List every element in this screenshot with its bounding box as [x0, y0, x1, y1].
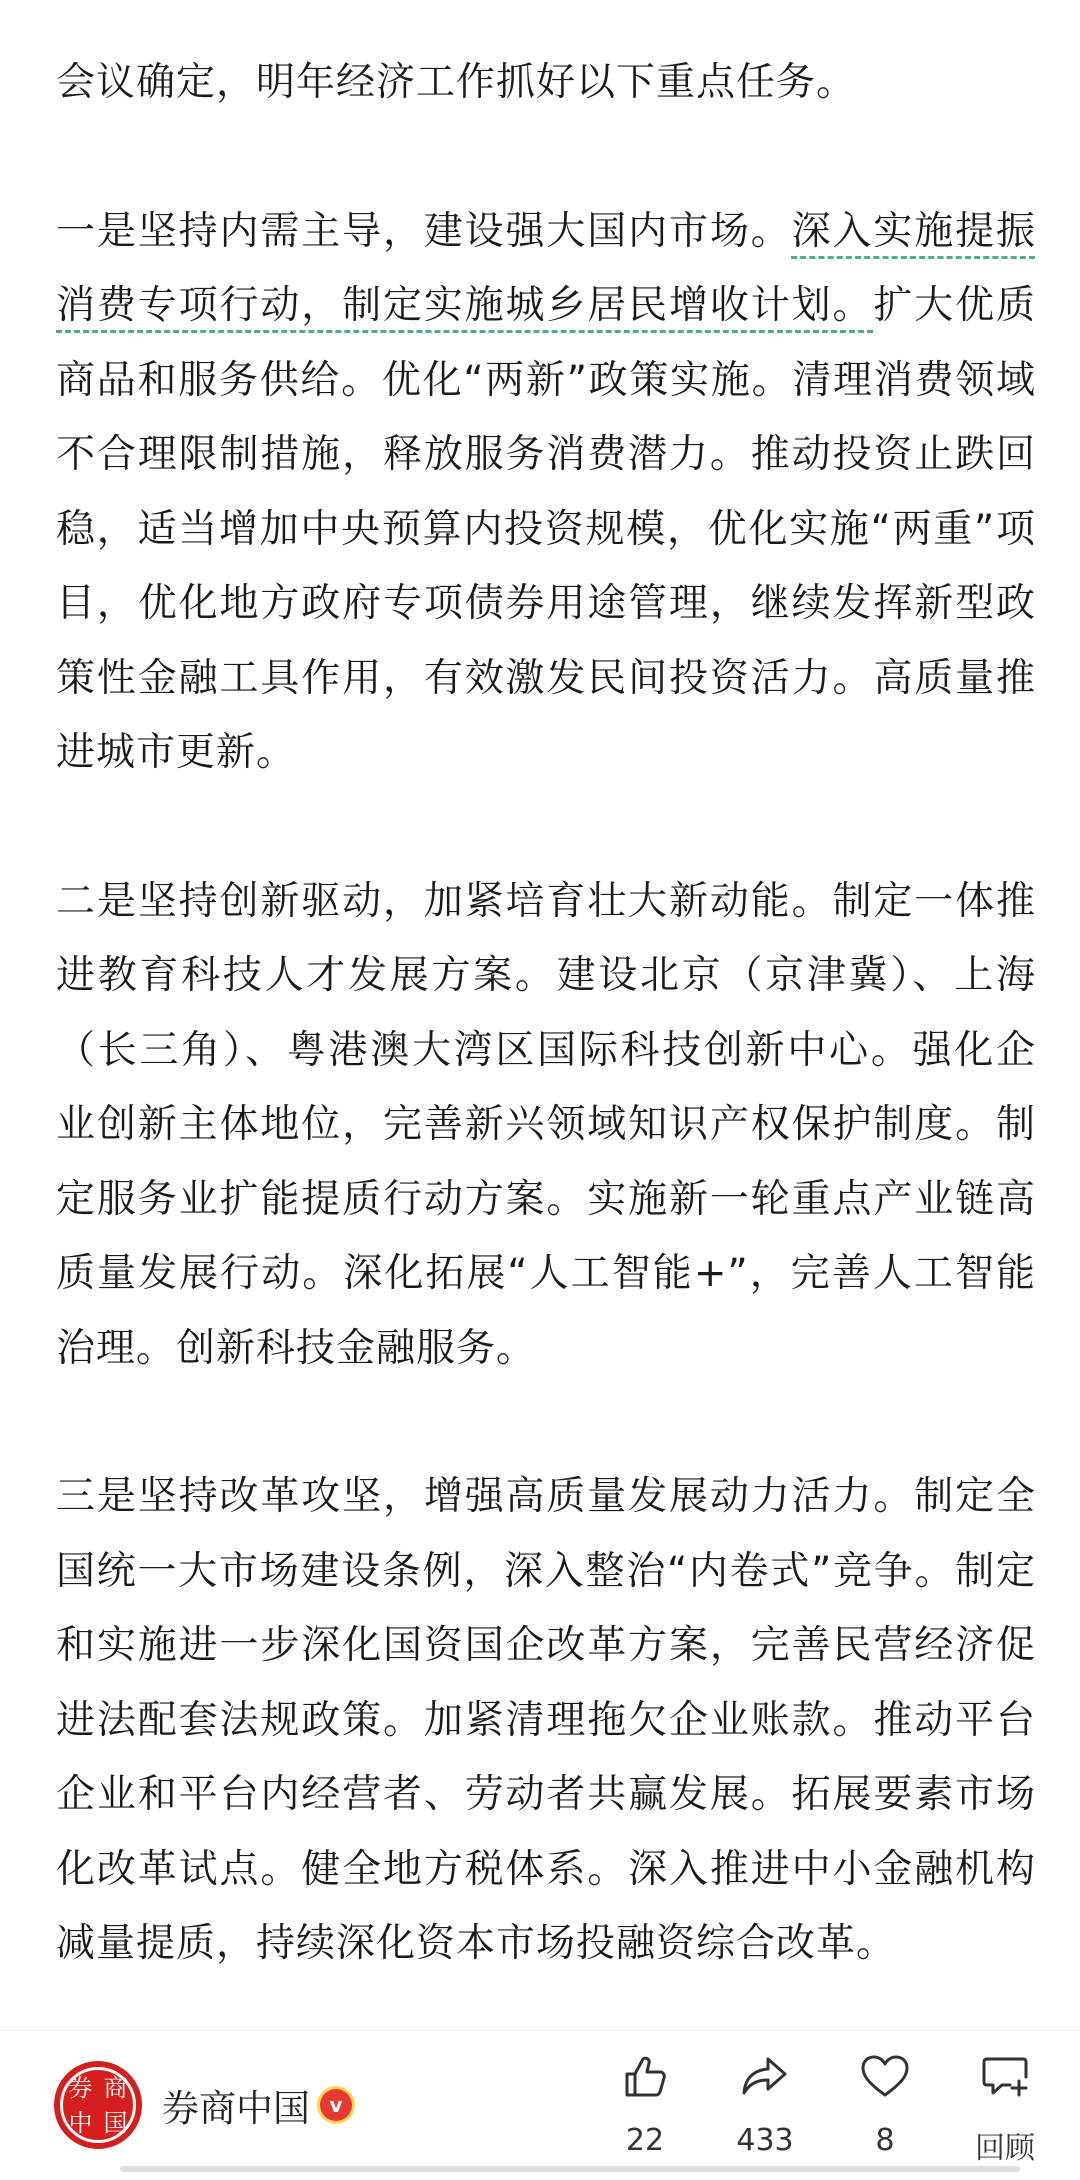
- author-name[interactable]: 券商中国: [162, 2087, 310, 2130]
- task-1-rest: 扩大优质商品和服务供给。优化“两新”政策实施。清理消费领域不合理限制措施，释放服务消费潜力。推动投资止跌回稳，适当增加中央预算内投资规模，优化实施“两重”项目，优化地方政府专项债券用途管理，继续发挥新型政策性金融工具作用，有效激发民间投资活力。高质量推进城市更新。: [56, 283, 1036, 775]
- bottom-scroll-strip: [120, 2166, 1020, 2172]
- bottom-action-bar: [0, 2030, 1080, 2180]
- thumbs-up-icon: [619, 2051, 671, 2103]
- avatar-char: 商: [103, 2073, 128, 2102]
- favorite-button[interactable]: [825, 2051, 945, 2167]
- avatar-char: 券: [68, 2073, 93, 2102]
- task-paragraph-2: 二是坚持创新驱动，加紧培育壮大新动能。制定一体推进教育科技人才发展方案。建设北京（京津冀）、上海（长三角）、粤港澳大湾区国际科技创新中心。强化企业创新主体地位，完善新兴领域知识产权保护制度。制定服务业扩能提质行动方案。实施新一轮重点产业链高质量发展行动。深化拓展“人工智能+”，完善人工智能治理。创新科技金融服务。: [56, 878, 1036, 1371]
- task-paragraph-3: 三是坚持改革攻坚，增强高质量发展动力活力。制定全国统一大市场建设条例，深入整治“内卷式”竞争。制定和实施进一步深化国资国企改革方案，完善民营经济促进法配套法规政策。加紧清理拖欠企业账款。推动平台企业和平台内经营者、劳动者共赢发展。拓展要素市场化改革试点。健全地方税体系。深入推进中小金融机构减量提质，持续深化资本市场投融资综合改革。: [56, 1474, 1036, 1966]
- favorite-count: 8: [875, 2123, 895, 2158]
- avatar-char: 国: [103, 2108, 128, 2137]
- like-button[interactable]: [585, 2051, 705, 2167]
- author-info[interactable]: [54, 2061, 352, 2149]
- intro-paragraph: 会议确定，明年经济工作抓好以下重点任务。: [56, 60, 857, 105]
- avatar-seal: [60, 2067, 136, 2143]
- share-arrow-icon: [739, 2051, 791, 2103]
- avatar-char: 中: [68, 2108, 93, 2137]
- highlighted-phrase[interactable]: 深入实施提振消费专项行动，制定实施城乡居民增收计划。: [56, 208, 1036, 328]
- article-body: [56, 46, 1036, 2056]
- verified-badge-icon: v: [320, 2089, 352, 2121]
- share-count: 433: [736, 2123, 794, 2158]
- heart-icon: [859, 2051, 911, 2103]
- task-1-lead: 一是坚持内需主导，建设强大国内市场。: [56, 208, 792, 254]
- comment-plus-icon: [979, 2051, 1031, 2103]
- comment-button[interactable]: [945, 2051, 1065, 2167]
- action-buttons: [585, 2051, 1065, 2167]
- comment-label: 回顾: [975, 2131, 1035, 2166]
- share-button[interactable]: [705, 2051, 825, 2167]
- task-paragraph-1: [56, 195, 1036, 791]
- like-count: 22: [625, 2123, 665, 2158]
- avatar[interactable]: [54, 2061, 142, 2149]
